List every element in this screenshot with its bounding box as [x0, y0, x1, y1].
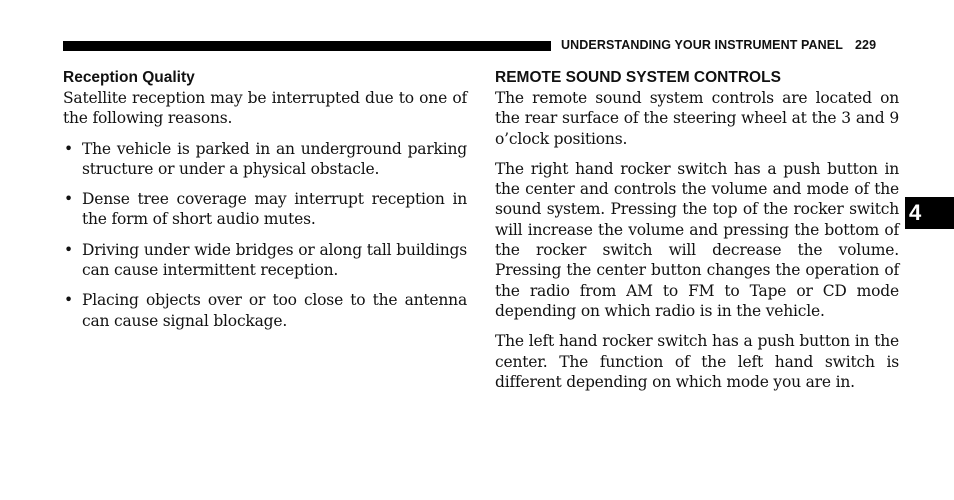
right-column	[495, 68, 899, 392]
bullet-icon: •	[64, 240, 73, 259]
bullet-icon: •	[64, 190, 73, 209]
remote-sound-controls-heading: REMOTE SOUND SYSTEM CONTROLS	[495, 69, 781, 86]
chapter-tab: 4	[905, 197, 954, 229]
list-item-text: Dense tree coverage may interrupt reception in the form of short audio mutes.	[82, 190, 467, 229]
list-item-text: Driving under wide bridges or along tall buildings can cause intermittent reception.	[82, 240, 467, 280]
reception-intro-paragraph: Satellite reception may be interrupted due to one of the following reasons.	[63, 89, 467, 128]
body-paragraph: The left hand rocker switch has a push button in the center. The function of the left hand switch is different depending on which mode you are in.	[495, 332, 899, 391]
page-number: 229	[854, 38, 877, 52]
bullet-icon: •	[64, 139, 73, 158]
section-title: UNDERSTANDING YOUR INSTRUMENT PANEL	[561, 38, 843, 52]
reception-bullet-list	[63, 139, 467, 331]
body-paragraph: The remote sound system controls are located on the rear surface of the steering wheel at the 3 and 9 o’clock positions.	[495, 89, 899, 148]
list-item-text: The vehicle is parked in an underground parking structure or under a physical obstacle.	[82, 139, 467, 178]
bullet-icon: •	[64, 291, 73, 310]
list-item	[63, 139, 467, 180]
list-item	[63, 240, 467, 281]
header-rule	[63, 41, 551, 51]
body-paragraph: The right hand rocker switch has a push button in the center and controls the volume and mode of the sound system. Pressing the top of the rocker switch will increase the volume and pressing the bottom of the rocker switch will decrease the volume. Pressing the center button changes the operation of the radio from AM to FM to Tape or CD mode depending on which radio is in the vehicle.	[495, 159, 899, 320]
running-header	[561, 38, 876, 52]
list-item-text: Placing objects over or too close to the antenna can cause signal blockage.	[82, 291, 467, 330]
list-item	[63, 290, 467, 331]
list-item	[63, 189, 467, 230]
left-column	[63, 68, 467, 341]
reception-quality-heading: Reception Quality	[63, 69, 195, 86]
